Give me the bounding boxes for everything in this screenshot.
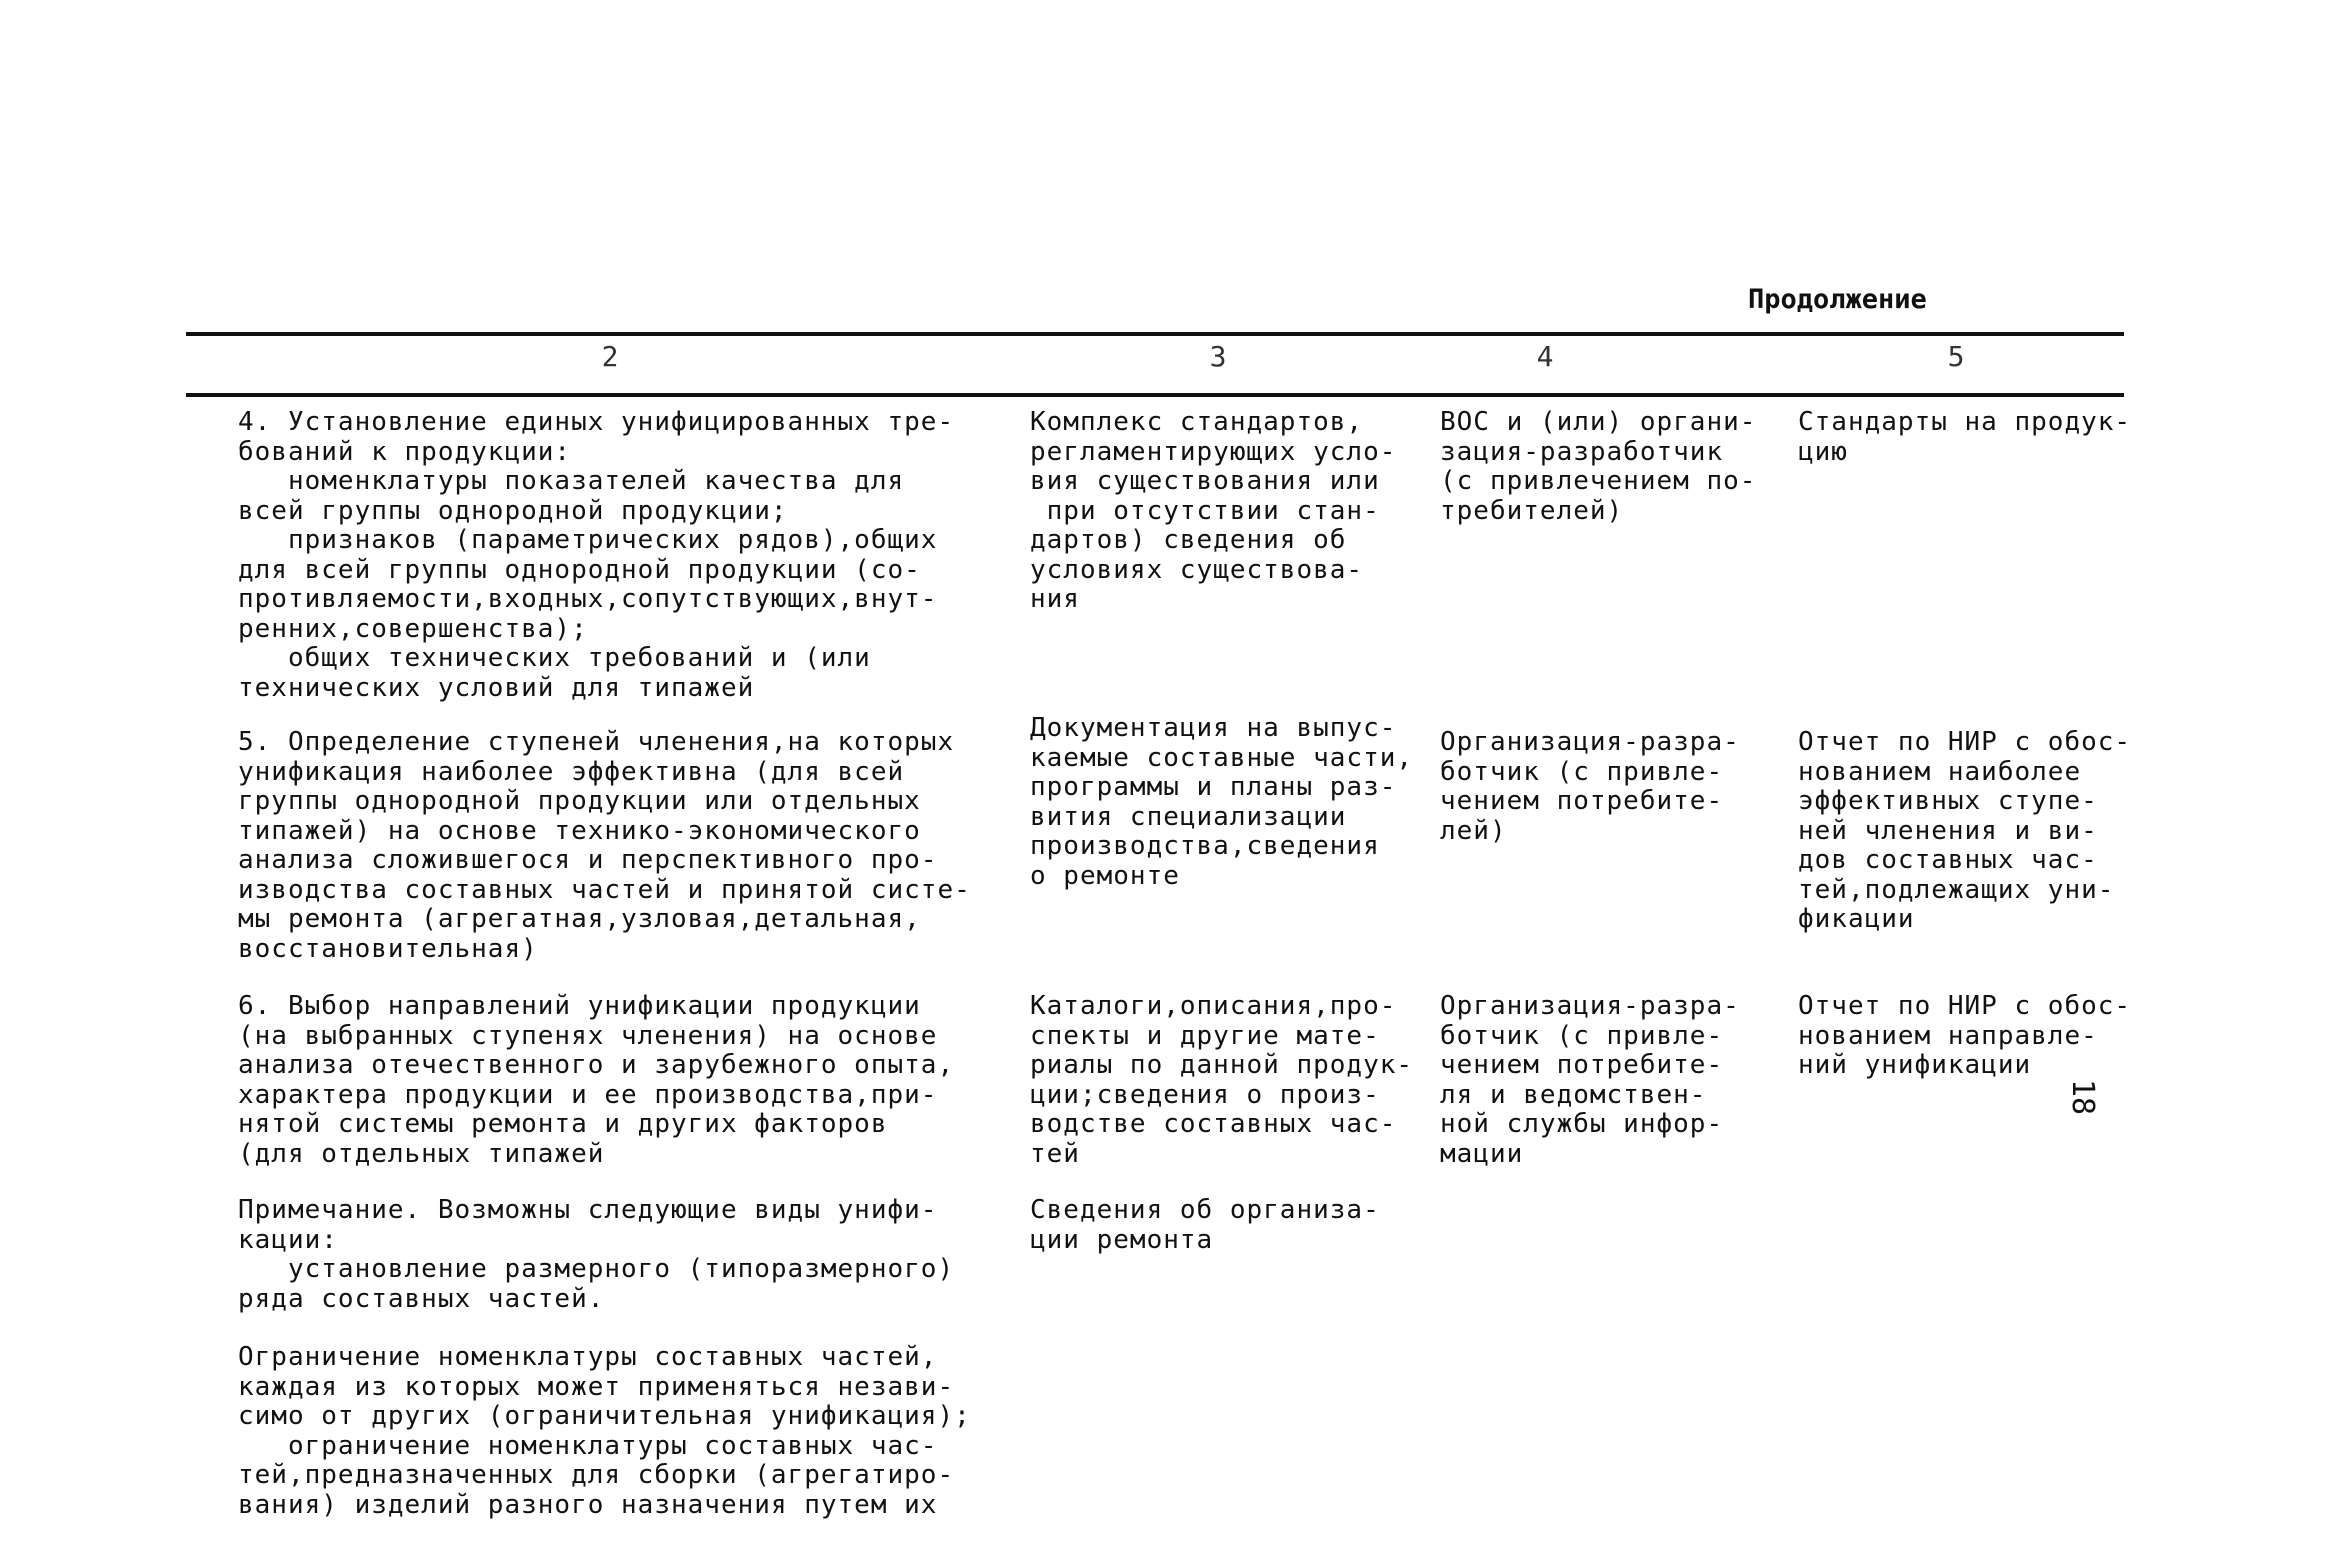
text-line: чением потребите- bbox=[1440, 786, 1724, 816]
text-line: ции ремонта bbox=[1030, 1224, 1214, 1255]
text-line: унификация наиболее эффективна (для всей bbox=[238, 756, 905, 787]
text-line: дов составных час- bbox=[1798, 845, 2098, 875]
limitation-paragraph bbox=[238, 1343, 971, 1520]
text-line: изводства составных частей и принятой систе- bbox=[238, 874, 971, 905]
text-line: зация-разработчик bbox=[1440, 436, 1724, 467]
text-line: ля и ведомствен- bbox=[1440, 1079, 1707, 1110]
text-line: Примечание. Возможны следующие виды унифи- bbox=[238, 1195, 938, 1225]
text-line: вания) изделий разного назначения путем их bbox=[238, 1489, 938, 1520]
text-line: Стандарты на продук- bbox=[1798, 407, 2132, 437]
text-line: риалы по данной продук- bbox=[1030, 1050, 1414, 1080]
text-line: Комплекс стандартов, bbox=[1030, 407, 1364, 437]
text-line: цию bbox=[1798, 436, 1848, 467]
row-4-task bbox=[238, 408, 954, 703]
text-line: противляемости,входных,сопутствующих,внут- bbox=[238, 584, 938, 614]
text-line: ции;сведения о произ- bbox=[1030, 1079, 1380, 1110]
text-line: для всей группы однородной продукции (со- bbox=[238, 554, 921, 585]
column-number-5: 5 bbox=[1947, 340, 1965, 373]
text-line: тей,подлежащих уни- bbox=[1798, 874, 2115, 905]
text-line: мы ремонта (агрегатная,узловая,детальная, bbox=[238, 904, 921, 934]
row-6-task bbox=[238, 992, 954, 1169]
text-line: всей группы однородной продукции; bbox=[238, 495, 788, 526]
text-line: ботчик (с привле- bbox=[1440, 756, 1724, 787]
column-number-3: 3 bbox=[1209, 340, 1227, 373]
text-line: анализа отечественного и зарубежного опыта, bbox=[238, 1050, 955, 1080]
text-line: бований к продукции: bbox=[238, 436, 572, 467]
text-line: (для отдельных типажей bbox=[238, 1138, 605, 1169]
row-5-task bbox=[238, 728, 971, 964]
text-line: нованием наиболее bbox=[1798, 756, 2082, 787]
text-line: 5. Определение ступеней членения,на которых bbox=[238, 727, 955, 757]
text-line: ботчик (с привле- bbox=[1440, 1020, 1724, 1051]
text-line: фикации bbox=[1798, 904, 1915, 934]
table-top-rule bbox=[186, 332, 2124, 336]
text-line: восстановительная) bbox=[238, 933, 538, 964]
text-line: Отчет по НИР с обос- bbox=[1798, 727, 2132, 757]
text-line: 6. Выбор направлений унификации продукции bbox=[238, 991, 921, 1021]
text-line: анализа сложившегося и перспективного про- bbox=[238, 845, 938, 875]
text-line: 4. Установление единых унифицированных тре- bbox=[238, 407, 955, 437]
text-line: Организация-разра- bbox=[1440, 727, 1740, 757]
text-line: Организация-разра- bbox=[1440, 991, 1740, 1021]
text-line: ограничение номенклатуры составных час- bbox=[238, 1430, 938, 1461]
text-line: Документация на выпус- bbox=[1030, 713, 1397, 743]
text-line: ной службы инфор- bbox=[1440, 1109, 1724, 1139]
text-line: о ремонте bbox=[1030, 860, 1180, 891]
row-5-result bbox=[1798, 728, 2131, 935]
text-line: каемые составные части, bbox=[1030, 742, 1414, 773]
note-text bbox=[238, 1196, 954, 1314]
text-line: установление размерного (типоразмерного) bbox=[238, 1254, 955, 1284]
text-line: производства,сведения bbox=[1030, 831, 1380, 861]
column-number-2: 2 bbox=[601, 340, 619, 373]
text-line: нятой системы ремонта и других факторов bbox=[238, 1109, 888, 1139]
page-number: 18 bbox=[2065, 1078, 2100, 1116]
text-line: каждая из которых может применяться незави- bbox=[238, 1371, 955, 1402]
text-line: при отсутствии стан- bbox=[1030, 495, 1380, 526]
text-line: симо от других (ограничительная унификация); bbox=[238, 1401, 971, 1431]
row-6-source-docs bbox=[1030, 992, 1413, 1169]
text-line: лей) bbox=[1440, 815, 1507, 846]
note-source-docs bbox=[1030, 1196, 1380, 1255]
text-line: группы однородной продукции или отдельных bbox=[238, 786, 921, 816]
text-line: программы и планы раз- bbox=[1030, 772, 1397, 802]
text-line: ней членения и ви- bbox=[1798, 815, 2098, 846]
row-4-executor bbox=[1440, 408, 1756, 526]
text-line: вия существования или bbox=[1030, 466, 1380, 496]
text-line: спекты и другие мате- bbox=[1030, 1020, 1380, 1051]
text-line: дартов) сведения об bbox=[1030, 525, 1347, 555]
row-5-executor bbox=[1440, 728, 1740, 846]
text-line: ВОС и (или) органи- bbox=[1440, 407, 1757, 437]
text-line: (на выбранных ступенях членения) на основе bbox=[238, 1020, 938, 1051]
table-header-rule bbox=[186, 393, 2124, 397]
text-line: Каталоги,описания,про- bbox=[1030, 991, 1397, 1021]
row-6-executor bbox=[1440, 992, 1740, 1169]
text-line: вития специализации bbox=[1030, 801, 1347, 832]
row-4-source-docs bbox=[1030, 408, 1396, 615]
row-4-result bbox=[1798, 408, 2131, 467]
text-line: типажей) на основе технико-экономического bbox=[238, 815, 921, 846]
text-line: номенклатуры показателей качества для bbox=[238, 466, 905, 496]
continuation-label: Продолжение bbox=[1748, 284, 1927, 315]
text-line: водстве составных час- bbox=[1030, 1109, 1397, 1139]
text-line: общих технических требований и (или bbox=[238, 643, 871, 673]
text-line: тей bbox=[1030, 1138, 1080, 1169]
text-line: требителей) bbox=[1440, 495, 1624, 526]
text-line: признаков (параметрических рядов),общих bbox=[238, 525, 938, 555]
text-line: тей,предназначенных для сборки (агрегатиро- bbox=[238, 1460, 955, 1490]
text-line: ний унификации bbox=[1798, 1050, 2032, 1080]
text-line: чением потребите- bbox=[1440, 1050, 1724, 1080]
text-line: технических условий для типажей bbox=[238, 672, 755, 703]
text-line: мации bbox=[1440, 1138, 1524, 1169]
text-line: (с привлечением по- bbox=[1440, 466, 1757, 496]
column-number-4: 4 bbox=[1536, 340, 1554, 373]
text-line: характера продукции и ее производства,при- bbox=[238, 1079, 938, 1110]
text-line: Отчет по НИР с обос- bbox=[1798, 991, 2132, 1021]
text-line: ния bbox=[1030, 584, 1080, 614]
text-line: кации: bbox=[238, 1224, 338, 1255]
text-line: Сведения об организа- bbox=[1030, 1195, 1380, 1225]
text-line: условиях существова- bbox=[1030, 554, 1364, 585]
text-line: ряда составных частей. bbox=[238, 1283, 605, 1314]
text-line: регламентирующих усло- bbox=[1030, 436, 1397, 467]
text-line: эффективных ступе- bbox=[1798, 786, 2098, 816]
text-line: Ограничение номенклатуры составных частей, bbox=[238, 1342, 938, 1372]
row-5-source-docs bbox=[1030, 714, 1413, 891]
text-line: нованием направле- bbox=[1798, 1020, 2098, 1051]
text-line: ренних,совершенства); bbox=[238, 613, 588, 644]
